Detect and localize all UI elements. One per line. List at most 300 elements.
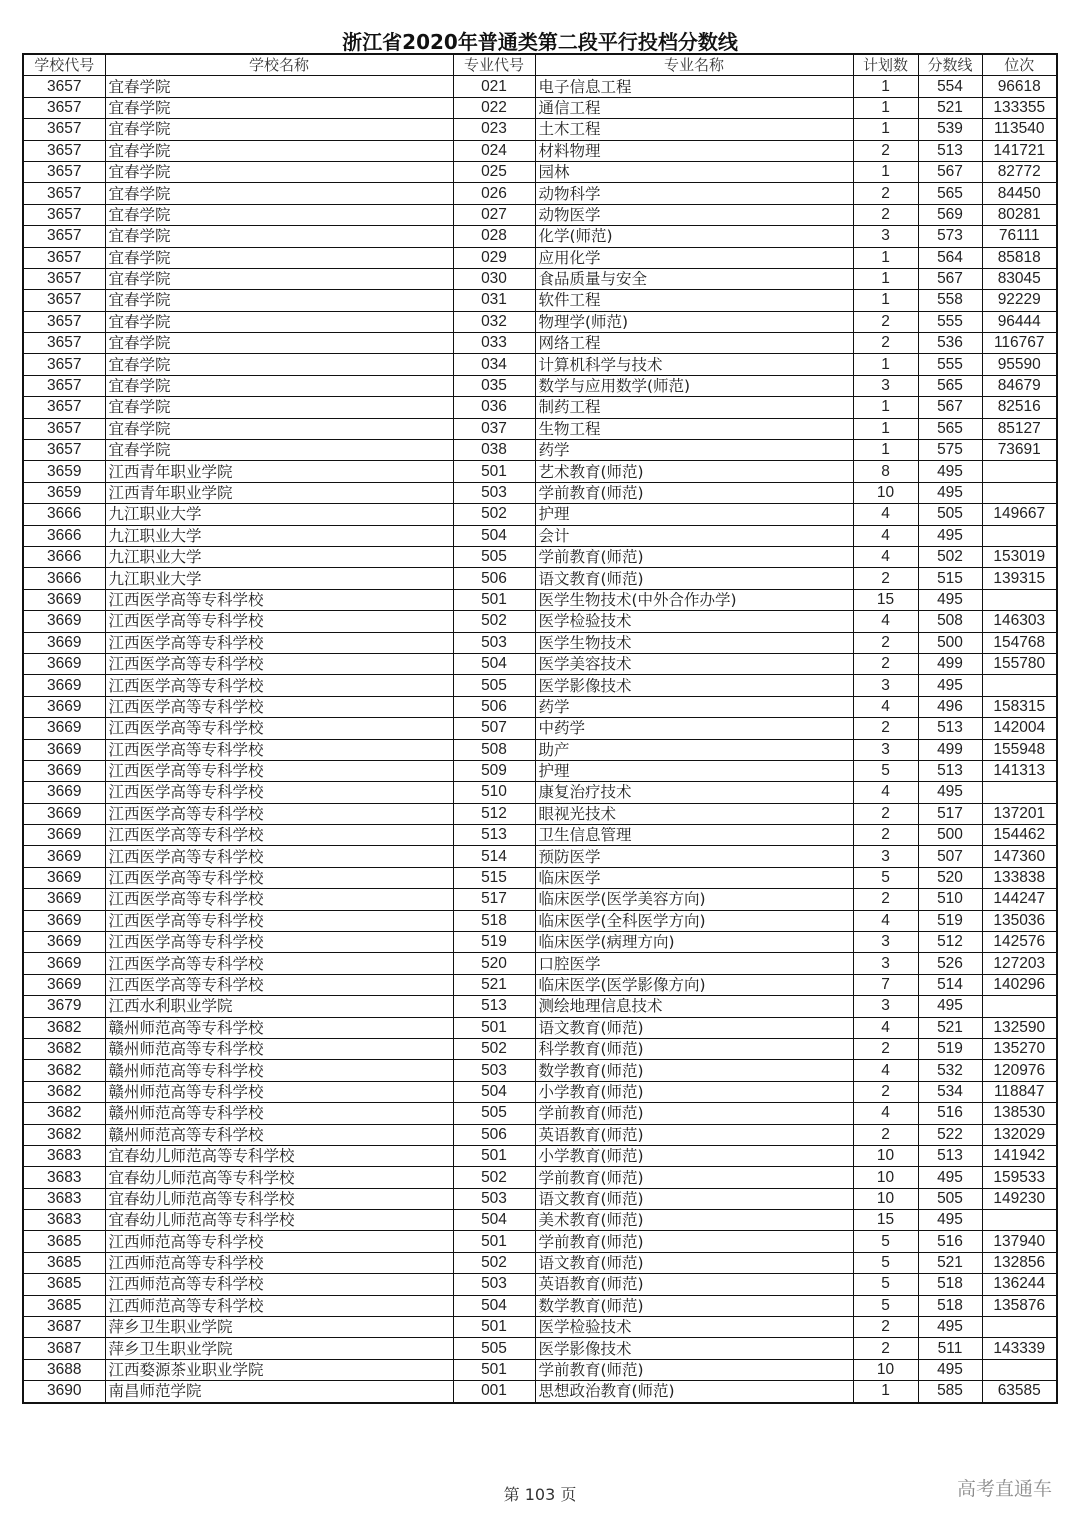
rank-cell: 92229 (982, 290, 1057, 311)
major-name-cell: 会计 (535, 525, 853, 546)
school-name-cell: 宜春幼儿师范高等专科学校 (105, 1167, 453, 1188)
rank-cell: 76111 (982, 226, 1057, 247)
school-name-cell: 江西医学高等专科学校 (105, 760, 453, 781)
school-name-cell: 江西婺源茶业职业学院 (105, 1359, 453, 1380)
table-row (23, 675, 1057, 696)
school-code-cell: 3657 (23, 183, 105, 204)
school-name-cell: 江西医学高等专科学校 (105, 889, 453, 910)
score-line-cell: 495 (918, 675, 982, 696)
major-code-cell: 026 (453, 183, 535, 204)
major-name-cell: 学前教育(师范) (535, 1167, 853, 1188)
major-name-cell: 语文教育(师范) (535, 1017, 853, 1038)
school-name-cell: 江西医学高等专科学校 (105, 910, 453, 931)
rank-cell: 155948 (982, 739, 1057, 760)
score-line-cell: 495 (918, 996, 982, 1017)
plan-count-cell: 2 (853, 718, 918, 739)
school-name-cell: 江西医学高等专科学校 (105, 696, 453, 717)
table-row (23, 1145, 1057, 1166)
school-code-cell: 3688 (23, 1359, 105, 1380)
table-row (23, 525, 1057, 546)
rank-cell: 85818 (982, 247, 1057, 268)
school-code-cell: 3683 (23, 1210, 105, 1231)
plan-count-cell: 4 (853, 696, 918, 717)
major-name-cell: 康复治疗技术 (535, 782, 853, 803)
rank-cell: 96618 (982, 76, 1057, 97)
major-code-cell: 502 (453, 1038, 535, 1059)
score-line-cell: 567 (918, 268, 982, 289)
header-plan-count: 计划数 (853, 54, 918, 76)
table-row (23, 97, 1057, 118)
rank-cell: 143339 (982, 1338, 1057, 1359)
table-row (23, 1231, 1057, 1252)
plan-count-cell: 1 (853, 1381, 918, 1403)
plan-count-cell: 3 (853, 846, 918, 867)
major-code-cell: 503 (453, 1188, 535, 1209)
school-code-cell: 3669 (23, 632, 105, 653)
plan-count-cell: 3 (853, 675, 918, 696)
score-line-cell: 505 (918, 1188, 982, 1209)
plan-count-cell: 3 (853, 739, 918, 760)
plan-count-cell: 2 (853, 204, 918, 225)
school-code-cell: 3682 (23, 1103, 105, 1124)
score-line-cell: 495 (918, 1210, 982, 1231)
school-name-cell: 宜春学院 (105, 290, 453, 311)
admission-score-table (22, 53, 1058, 1404)
rank-cell: 127203 (982, 953, 1057, 974)
major-name-cell: 医学美容技术 (535, 653, 853, 674)
score-line-cell: 512 (918, 932, 982, 953)
score-line-cell: 558 (918, 290, 982, 311)
header-major-code: 专业代号 (453, 54, 535, 76)
score-line-cell: 539 (918, 119, 982, 140)
table-row (23, 760, 1057, 781)
rank-cell: 118847 (982, 1081, 1057, 1102)
school-name-cell: 宜春学院 (105, 140, 453, 161)
school-code-cell: 3669 (23, 760, 105, 781)
score-line-cell: 513 (918, 718, 982, 739)
score-line-cell: 495 (918, 525, 982, 546)
score-line-cell: 495 (918, 782, 982, 803)
school-name-cell: 江西医学高等专科学校 (105, 825, 453, 846)
plan-count-cell: 4 (853, 1017, 918, 1038)
school-name-cell: 九江职业大学 (105, 568, 453, 589)
major-code-cell: 024 (453, 140, 535, 161)
major-code-cell: 023 (453, 119, 535, 140)
major-name-cell: 学前教育(师范) (535, 482, 853, 503)
score-line-cell: 532 (918, 1060, 982, 1081)
major-code-cell: 029 (453, 247, 535, 268)
school-code-cell: 3682 (23, 1038, 105, 1059)
plan-count-cell: 1 (853, 76, 918, 97)
score-line-cell: 565 (918, 418, 982, 439)
score-line-cell: 536 (918, 333, 982, 354)
table-row (23, 1338, 1057, 1359)
school-code-cell: 3669 (23, 910, 105, 931)
plan-count-cell: 3 (853, 953, 918, 974)
score-line-cell: 585 (918, 1381, 982, 1403)
major-code-cell: 513 (453, 996, 535, 1017)
major-name-cell: 食品质量与安全 (535, 268, 853, 289)
rank-cell: 149230 (982, 1188, 1057, 1209)
school-name-cell: 江西医学高等专科学校 (105, 782, 453, 803)
major-name-cell: 土木工程 (535, 119, 853, 140)
school-code-cell: 3685 (23, 1295, 105, 1316)
major-code-cell: 501 (453, 1359, 535, 1380)
table-row (23, 867, 1057, 888)
plan-count-cell: 5 (853, 867, 918, 888)
school-code-cell: 3657 (23, 440, 105, 461)
table-row (23, 161, 1057, 182)
major-name-cell: 预防医学 (535, 846, 853, 867)
major-name-cell: 数学教育(师范) (535, 1060, 853, 1081)
major-name-cell: 眼视光技术 (535, 803, 853, 824)
plan-count-cell: 5 (853, 760, 918, 781)
school-code-cell: 3685 (23, 1274, 105, 1295)
school-name-cell: 江西医学高等专科学校 (105, 611, 453, 632)
score-line-cell: 573 (918, 226, 982, 247)
plan-count-cell: 10 (853, 1359, 918, 1380)
table-row (23, 932, 1057, 953)
school-code-cell: 3657 (23, 375, 105, 396)
major-name-cell: 英语教育(师范) (535, 1274, 853, 1295)
header-school-name: 学校名称 (105, 54, 453, 76)
table-row (23, 375, 1057, 396)
major-code-cell: 501 (453, 461, 535, 482)
score-line-cell: 505 (918, 504, 982, 525)
score-line-cell: 500 (918, 632, 982, 653)
school-name-cell: 江西医学高等专科学校 (105, 974, 453, 995)
table-row (23, 825, 1057, 846)
major-code-cell: 503 (453, 482, 535, 503)
major-name-cell: 临床医学 (535, 867, 853, 888)
major-name-cell: 中药学 (535, 718, 853, 739)
major-name-cell: 临床医学(医学美容方向) (535, 889, 853, 910)
school-name-cell: 赣州师范高等专科学校 (105, 1060, 453, 1081)
plan-count-cell: 1 (853, 418, 918, 439)
school-name-cell: 赣州师范高等专科学校 (105, 1124, 453, 1145)
major-code-cell: 515 (453, 867, 535, 888)
school-name-cell: 宜春学院 (105, 418, 453, 439)
major-code-cell: 503 (453, 1274, 535, 1295)
school-name-cell: 萍乡卫生职业学院 (105, 1338, 453, 1359)
major-name-cell: 小学教育(师范) (535, 1145, 853, 1166)
major-code-cell: 507 (453, 718, 535, 739)
rank-cell: 80281 (982, 204, 1057, 225)
plan-count-cell: 1 (853, 97, 918, 118)
school-name-cell: 九江职业大学 (105, 525, 453, 546)
table-row (23, 1060, 1057, 1081)
major-code-cell: 502 (453, 504, 535, 525)
rank-cell: 133355 (982, 97, 1057, 118)
school-code-cell: 3682 (23, 1081, 105, 1102)
score-line-cell: 575 (918, 440, 982, 461)
header-score-line: 分数线 (918, 54, 982, 76)
major-name-cell: 动物医学 (535, 204, 853, 225)
plan-count-cell: 5 (853, 1295, 918, 1316)
school-name-cell: 宜春学院 (105, 375, 453, 396)
major-code-cell: 001 (453, 1381, 535, 1403)
plan-count-cell: 1 (853, 268, 918, 289)
plan-count-cell: 10 (853, 1167, 918, 1188)
major-code-cell: 503 (453, 632, 535, 653)
rank-cell: 154462 (982, 825, 1057, 846)
major-code-cell: 027 (453, 204, 535, 225)
school-name-cell: 宜春学院 (105, 440, 453, 461)
school-name-cell: 赣州师范高等专科学校 (105, 1017, 453, 1038)
major-code-cell: 503 (453, 1060, 535, 1081)
major-code-cell: 031 (453, 290, 535, 311)
plan-count-cell: 10 (853, 1145, 918, 1166)
school-name-cell: 宜春学院 (105, 397, 453, 418)
table-row (23, 119, 1057, 140)
plan-count-cell: 5 (853, 1231, 918, 1252)
rank-cell: 135036 (982, 910, 1057, 931)
major-code-cell: 504 (453, 525, 535, 546)
school-name-cell: 宜春幼儿师范高等专科学校 (105, 1210, 453, 1231)
major-name-cell: 思想政治教育(师范) (535, 1381, 853, 1403)
school-code-cell: 3657 (23, 140, 105, 161)
score-line-cell: 514 (918, 974, 982, 995)
plan-count-cell: 15 (853, 1210, 918, 1231)
table-row (23, 333, 1057, 354)
score-line-cell: 516 (918, 1231, 982, 1252)
plan-count-cell: 4 (853, 504, 918, 525)
school-name-cell: 江西医学高等专科学校 (105, 846, 453, 867)
plan-count-cell: 1 (853, 290, 918, 311)
score-line-cell: 522 (918, 1124, 982, 1145)
rank-cell: 140296 (982, 974, 1057, 995)
school-name-cell: 宜春学院 (105, 226, 453, 247)
plan-count-cell: 2 (853, 632, 918, 653)
school-name-cell: 江西医学高等专科学校 (105, 953, 453, 974)
score-line-cell: 521 (918, 97, 982, 118)
table-row (23, 1252, 1057, 1273)
major-name-cell: 科学教育(师范) (535, 1038, 853, 1059)
major-name-cell: 语文教育(师范) (535, 568, 853, 589)
school-code-cell: 3669 (23, 589, 105, 610)
rank-cell: 84679 (982, 375, 1057, 396)
rank-cell: 142004 (982, 718, 1057, 739)
school-code-cell: 3669 (23, 696, 105, 717)
major-code-cell: 501 (453, 1231, 535, 1252)
table-row (23, 782, 1057, 803)
school-name-cell: 宜春学院 (105, 161, 453, 182)
plan-count-cell: 1 (853, 247, 918, 268)
major-name-cell: 电子信息工程 (535, 76, 853, 97)
school-name-cell: 江西青年职业学院 (105, 461, 453, 482)
table-row (23, 739, 1057, 760)
school-name-cell: 九江职业大学 (105, 546, 453, 567)
school-code-cell: 3657 (23, 204, 105, 225)
score-line-cell: 513 (918, 140, 982, 161)
school-name-cell: 江西医学高等专科学校 (105, 653, 453, 674)
table-row (23, 1317, 1057, 1338)
rank-cell: 154768 (982, 632, 1057, 653)
table-row (23, 461, 1057, 482)
score-line-cell: 511 (918, 1338, 982, 1359)
school-code-cell: 3669 (23, 974, 105, 995)
major-name-cell: 学前教育(师范) (535, 1231, 853, 1252)
table-row (23, 76, 1057, 97)
plan-count-cell: 2 (853, 568, 918, 589)
school-name-cell: 江西医学高等专科学校 (105, 803, 453, 824)
score-line-cell: 513 (918, 1145, 982, 1166)
plan-count-cell: 2 (853, 333, 918, 354)
plan-count-cell: 1 (853, 119, 918, 140)
score-line-cell: 555 (918, 311, 982, 332)
school-name-cell: 江西医学高等专科学校 (105, 589, 453, 610)
score-line-cell: 495 (918, 1167, 982, 1188)
score-line-cell: 518 (918, 1274, 982, 1295)
school-name-cell: 宜春学院 (105, 119, 453, 140)
score-line-cell: 516 (918, 1103, 982, 1124)
major-name-cell: 小学教育(师范) (535, 1081, 853, 1102)
school-name-cell: 宜春学院 (105, 268, 453, 289)
table-row (23, 974, 1057, 995)
school-code-cell: 3682 (23, 1124, 105, 1145)
plan-count-cell: 4 (853, 1060, 918, 1081)
watermark: 高考直通车 (956, 1478, 1052, 1500)
score-line-cell: 496 (918, 696, 982, 717)
plan-count-cell: 2 (853, 311, 918, 332)
school-code-cell: 3669 (23, 718, 105, 739)
major-name-cell: 护理 (535, 760, 853, 781)
score-line-cell: 521 (918, 1252, 982, 1273)
rank-cell: 153019 (982, 546, 1057, 567)
rank-cell: 96444 (982, 311, 1057, 332)
major-name-cell: 计算机科学与技术 (535, 354, 853, 375)
major-name-cell: 卫生信息管理 (535, 825, 853, 846)
table-row (23, 482, 1057, 503)
major-name-cell: 数学教育(师范) (535, 1295, 853, 1316)
plan-count-cell: 2 (853, 803, 918, 824)
plan-count-cell: 15 (853, 589, 918, 610)
plan-count-cell: 4 (853, 546, 918, 567)
school-name-cell: 江西师范高等专科学校 (105, 1231, 453, 1252)
plan-count-cell: 2 (853, 140, 918, 161)
major-name-cell: 临床医学(医学影像方向) (535, 974, 853, 995)
major-code-cell: 037 (453, 418, 535, 439)
table-row (23, 1295, 1057, 1316)
rank-cell: 82516 (982, 397, 1057, 418)
score-line-cell: 564 (918, 247, 982, 268)
score-line-cell: 518 (918, 1295, 982, 1316)
school-name-cell: 宜春幼儿师范高等专科学校 (105, 1145, 453, 1166)
rank-cell: 144247 (982, 889, 1057, 910)
major-code-cell: 021 (453, 76, 535, 97)
major-name-cell: 医学生物技术(中外合作办学) (535, 589, 853, 610)
plan-count-cell: 2 (853, 1081, 918, 1102)
major-code-cell: 501 (453, 589, 535, 610)
rank-cell: 137201 (982, 803, 1057, 824)
major-name-cell: 语文教育(师范) (535, 1188, 853, 1209)
school-name-cell: 南昌师范学院 (105, 1381, 453, 1403)
major-code-cell: 502 (453, 1252, 535, 1273)
rank-cell: 95590 (982, 354, 1057, 375)
school-code-cell: 3666 (23, 546, 105, 567)
rank-cell: 141942 (982, 1145, 1057, 1166)
rank-cell: 73691 (982, 440, 1057, 461)
major-name-cell: 语文教育(师范) (535, 1252, 853, 1273)
score-line-cell: 565 (918, 183, 982, 204)
major-code-cell: 506 (453, 568, 535, 589)
major-name-cell: 化学(师范) (535, 226, 853, 247)
school-code-cell: 3666 (23, 504, 105, 525)
school-name-cell: 宜春学院 (105, 354, 453, 375)
score-line-cell: 569 (918, 204, 982, 225)
rank-cell: 158315 (982, 696, 1057, 717)
major-code-cell: 035 (453, 375, 535, 396)
rank-cell: 113540 (982, 119, 1057, 140)
school-code-cell: 3669 (23, 782, 105, 803)
table-header-row (23, 54, 1057, 76)
score-line-cell: 517 (918, 803, 982, 824)
table-row (23, 140, 1057, 161)
rank-cell: 63585 (982, 1381, 1057, 1403)
rank-cell: 141313 (982, 760, 1057, 781)
school-name-cell: 赣州师范高等专科学校 (105, 1081, 453, 1102)
major-code-cell: 520 (453, 953, 535, 974)
rank-cell: 132590 (982, 1017, 1057, 1038)
header-major-name: 专业名称 (535, 54, 853, 76)
major-name-cell: 软件工程 (535, 290, 853, 311)
score-line-cell: 510 (918, 889, 982, 910)
major-code-cell: 521 (453, 974, 535, 995)
major-code-cell: 519 (453, 932, 535, 953)
score-line-cell: 565 (918, 375, 982, 396)
major-code-cell: 509 (453, 760, 535, 781)
rank-cell: 132029 (982, 1124, 1057, 1145)
table-row (23, 183, 1057, 204)
major-name-cell: 学前教育(师范) (535, 1103, 853, 1124)
table-row (23, 846, 1057, 867)
major-name-cell: 生物工程 (535, 418, 853, 439)
school-code-cell: 3657 (23, 76, 105, 97)
major-code-cell: 517 (453, 889, 535, 910)
school-code-cell: 3683 (23, 1167, 105, 1188)
table-row (23, 1210, 1057, 1231)
rank-cell: 139315 (982, 568, 1057, 589)
table-row (23, 1017, 1057, 1038)
school-name-cell: 宜春学院 (105, 333, 453, 354)
plan-count-cell: 4 (853, 611, 918, 632)
rank-cell: 146303 (982, 611, 1057, 632)
table-row (23, 1381, 1057, 1403)
score-line-cell: 515 (918, 568, 982, 589)
table-row (23, 632, 1057, 653)
school-code-cell: 3669 (23, 889, 105, 910)
plan-count-cell: 8 (853, 461, 918, 482)
major-code-cell: 033 (453, 333, 535, 354)
major-name-cell: 护理 (535, 504, 853, 525)
school-name-cell: 江西医学高等专科学校 (105, 675, 453, 696)
rank-cell (982, 1210, 1057, 1231)
plan-count-cell: 3 (853, 932, 918, 953)
table-row (23, 1188, 1057, 1209)
score-line-cell: 495 (918, 1317, 982, 1338)
rank-cell: 135270 (982, 1038, 1057, 1059)
table-row (23, 996, 1057, 1017)
table-row (23, 568, 1057, 589)
major-code-cell: 512 (453, 803, 535, 824)
school-code-cell: 3657 (23, 247, 105, 268)
school-code-cell: 3657 (23, 333, 105, 354)
school-code-cell: 3669 (23, 653, 105, 674)
major-code-cell: 505 (453, 1338, 535, 1359)
school-code-cell: 3682 (23, 1017, 105, 1038)
score-line-cell: 521 (918, 1017, 982, 1038)
rank-cell (982, 1317, 1057, 1338)
